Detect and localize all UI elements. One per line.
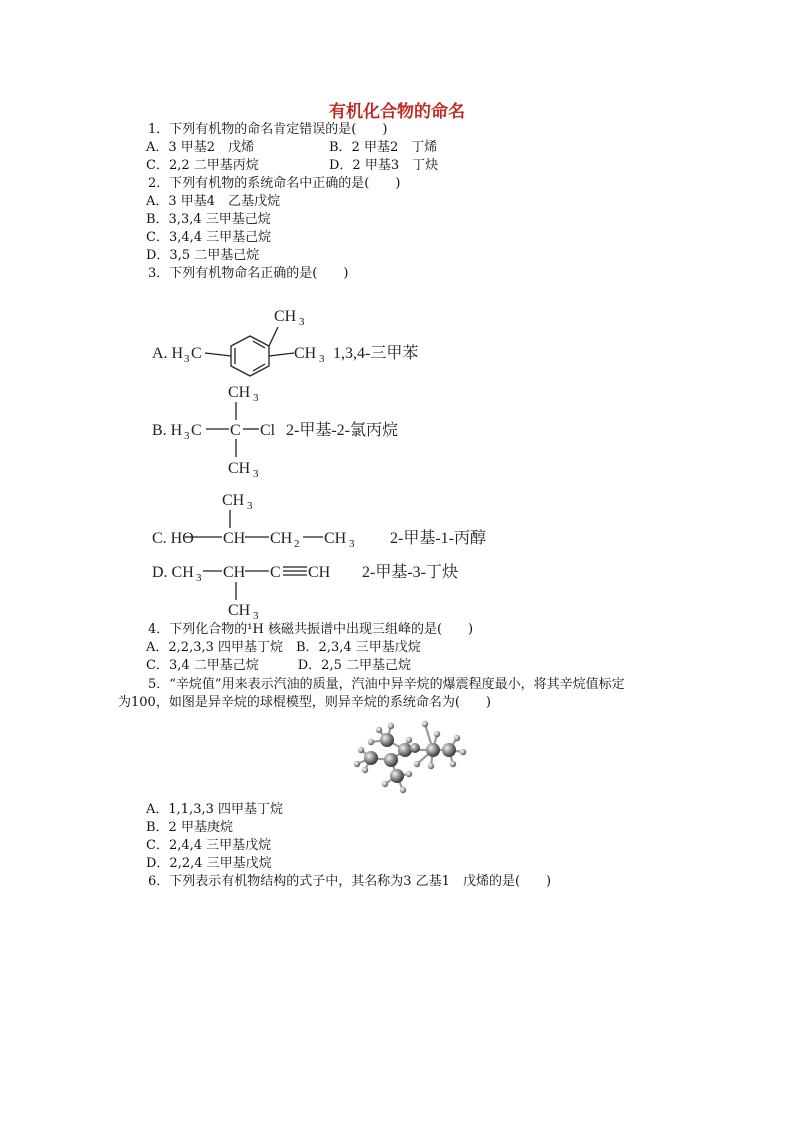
isooctane-ball-stick-model xyxy=(345,712,475,800)
q3-a-ring xyxy=(231,336,269,376)
q3-a-methyl-right: CH xyxy=(294,345,317,362)
q3-c-methyl-top-sub: 3 xyxy=(247,500,253,512)
q3-b-methyl-bottom-sub: 3 xyxy=(253,468,259,480)
q3-stem: 3．下列有机物命名正确的是( ) xyxy=(148,266,349,281)
q3-b-c1: C xyxy=(191,422,202,439)
q3-a-sub: 3 xyxy=(184,353,190,365)
q3-b-methyl-bottom: CH xyxy=(228,460,251,477)
q3-c-ch3-sub: 3 xyxy=(349,538,355,550)
q5-option-b: B．2 甲基庚烷 xyxy=(146,820,233,835)
q3-b-methyl-top-sub: 3 xyxy=(253,392,259,404)
q2-stem: 2．下列有机物的系统命名中正确的是( ) xyxy=(148,176,401,191)
page-title: 有机化合物的命名 xyxy=(329,102,465,122)
q3-d-ch-end: CH xyxy=(308,564,331,581)
q3-c-ch2-sub: 2 xyxy=(294,538,300,550)
q3-c-ch2: CH xyxy=(270,530,293,547)
q3-a-name: 1,3,4-三甲苯 xyxy=(333,345,419,362)
q4-options-ab: A．2,2,3,3 四甲基丁烷 B．2,3,4 三甲基戊烷 xyxy=(146,640,421,655)
q3-b-prefix: B. H xyxy=(152,422,183,439)
q3-b-sub: 3 xyxy=(184,430,190,442)
q1-stem: 1．下列有机物的命名肯定错误的是( ) xyxy=(148,122,388,137)
q5-stem-line1: 5．“辛烷值”用来表示汽油的质量，汽油中异辛烷的爆震程度最小，将其辛烷值标定 xyxy=(148,677,625,692)
q3-a-prefix: A. H xyxy=(152,345,184,362)
q3-a-methyl-top: CH xyxy=(274,308,297,325)
q1-option-c: C．2,2 二甲基丙烷 xyxy=(146,158,259,173)
q5-option-d: D．2,2,4 三甲基戊烷 xyxy=(146,856,272,871)
q1-option-a: A．3 甲基2 戊烯 xyxy=(146,140,255,155)
q1-option-b: B．2 甲基2 丁烯 xyxy=(329,140,438,155)
q2-option-a: A．3 甲基4 乙基戊烷 xyxy=(146,194,281,209)
q4-stem: 4．下列化合物的¹H 核磁共振谱中出现三组峰的是( ) xyxy=(148,622,474,637)
q3-c-ch: CH xyxy=(223,530,246,547)
q3-c-prefix: C. HO xyxy=(152,530,194,547)
q3-d-prefix: D. CH xyxy=(152,564,194,581)
q3-a-c: C xyxy=(191,345,202,362)
q3-d-methyl-bottom: CH xyxy=(228,602,251,619)
q2-option-d: D．3,5 二甲基己烷 xyxy=(146,248,260,263)
q5-option-c: C．2,4,4 三甲基戊烷 xyxy=(146,838,272,853)
q3-c-methyl-top: CH xyxy=(222,492,245,509)
q1-option-d: D．2 甲基3 丁炔 xyxy=(329,158,439,173)
q6-stem: 6．下列表示有机物结构的式子中，其名称为3 乙基1 戊烯的是( ) xyxy=(148,874,552,889)
q4-options-cd: C．3,4 二甲基己烷 D．2,5 二甲基己烷 xyxy=(146,658,411,673)
q5-option-a: A．1,1,3,3 四甲基丁烷 xyxy=(146,802,284,817)
q3-b-methyl-top: CH xyxy=(228,384,251,401)
q3-d-methyl-bottom-sub: 3 xyxy=(253,610,259,622)
q2-option-c: C．3,4,4 三甲基己烷 xyxy=(146,230,272,245)
q3-structures-figure xyxy=(140,295,520,625)
q2-option-b: B．3,3,4 三甲基己烷 xyxy=(146,212,271,227)
q3-c-ch3: CH xyxy=(324,530,347,547)
q3-d-name: 2-甲基-3-丁炔 xyxy=(362,564,458,581)
q3-b-c2: C xyxy=(230,422,241,439)
q5-stem-line2: 为100，如图是异辛烷的球棍模型，则异辛烷的系统命名为( ) xyxy=(118,695,491,710)
q3-c-name: 2-甲基-1-丙醇 xyxy=(390,530,486,547)
q3-d-c: C xyxy=(270,564,281,581)
q3-d-sub: 3 xyxy=(196,572,202,584)
q3-d-ch: CH xyxy=(223,564,246,581)
q3-a-methyl-top-sub: 3 xyxy=(299,316,305,328)
q3-b-name: 2-甲基-2-氯丙烷 xyxy=(286,422,398,439)
q3-b-cl: Cl xyxy=(260,422,276,439)
q3-a-methyl-right-sub: 3 xyxy=(319,353,325,365)
